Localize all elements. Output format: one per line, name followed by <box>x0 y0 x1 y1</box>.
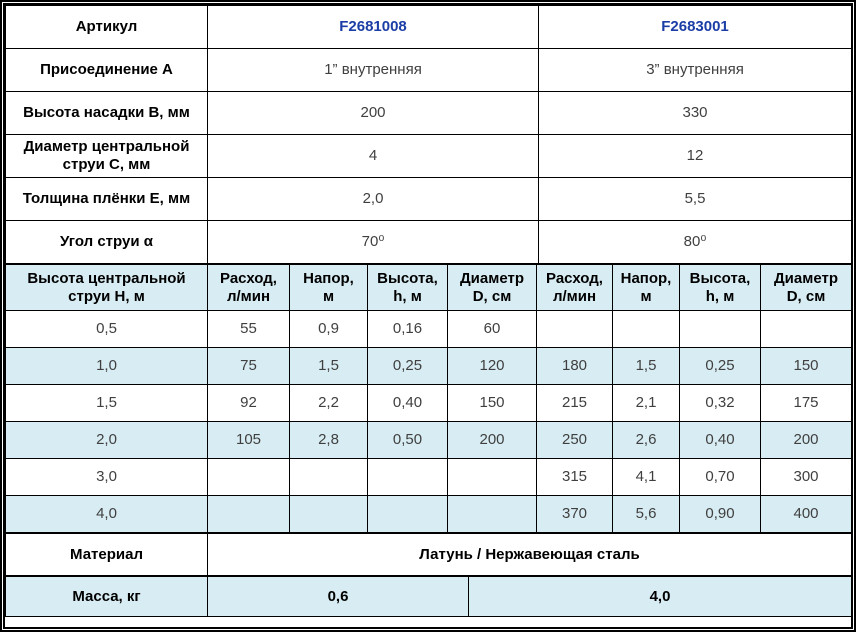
table-row <box>6 135 852 178</box>
perf-column-header-flow-right: Расход, л/мин <box>537 265 613 311</box>
perf-value-cell: 0,25 <box>368 348 448 385</box>
table-row <box>6 6 852 49</box>
perf-value-cell: 180 <box>537 348 613 385</box>
perf-value-cell <box>680 311 761 348</box>
perf-value-cell: 1,5 <box>290 348 368 385</box>
perf-value-cell <box>290 496 368 533</box>
spec-label-article: Артикул <box>6 6 208 49</box>
mass-value-right: 4,0 <box>469 577 852 617</box>
perf-value-cell: 0,40 <box>680 422 761 459</box>
article-number-right: F2683001 <box>539 6 852 49</box>
spec-value-cell: 3” внутренняя <box>539 49 852 92</box>
perf-value-cell: 2,1 <box>613 385 680 422</box>
spec-value-cell: 2,0 <box>208 178 539 221</box>
table-row <box>6 496 852 533</box>
table-row <box>6 459 852 496</box>
perf-column-header-height-left: Высота, h, м <box>368 265 448 311</box>
table-row <box>6 577 852 617</box>
perf-value-cell <box>368 459 448 496</box>
spec-value-cell: 4 <box>208 135 539 178</box>
table-row <box>6 49 852 92</box>
spec-label-connection: Присоединение А <box>6 49 208 92</box>
performance-header-row <box>6 265 852 311</box>
perf-value-cell <box>208 496 290 533</box>
performance-table <box>5 264 852 533</box>
spec-value-cell: 5,5 <box>539 178 852 221</box>
perf-value-cell: 120 <box>448 348 537 385</box>
perf-value-cell <box>761 311 852 348</box>
perf-value-cell: 0,16 <box>368 311 448 348</box>
perf-value-cell: 60 <box>448 311 537 348</box>
perf-value-cell: 5,6 <box>613 496 680 533</box>
perf-value-cell: 4,1 <box>613 459 680 496</box>
spec-label-nozzle-height: Высота насадки В, мм <box>6 92 208 135</box>
spec-value-cell: 70⁰ <box>208 221 539 264</box>
spec-label-jet-angle: Угол струи α <box>6 221 208 264</box>
table-row <box>6 178 852 221</box>
perf-value-cell: 0,9 <box>290 311 368 348</box>
table-row <box>6 311 852 348</box>
perf-value-cell: 2,6 <box>613 422 680 459</box>
material-label-cell: Материал <box>6 534 208 576</box>
table-row <box>6 534 852 576</box>
perf-value-cell: 370 <box>537 496 613 533</box>
perf-column-header-pressure-left: Напор, м <box>290 265 368 311</box>
spec-value-cell: 200 <box>208 92 539 135</box>
table-row <box>6 385 852 422</box>
material-value-cell: Латунь / Нержавеющая сталь <box>208 534 852 576</box>
perf-value-cell: 150 <box>761 348 852 385</box>
perf-value-cell: 315 <box>537 459 613 496</box>
table-row <box>6 422 852 459</box>
spec-value-cell: 1” внутренняя <box>208 49 539 92</box>
table-row <box>6 221 852 264</box>
mass-value-left: 0,6 <box>208 577 469 617</box>
spec-label-central-jet-diameter: Диаметр центральной струи С, мм <box>6 135 208 178</box>
material-table <box>5 533 852 576</box>
perf-value-cell: 2,2 <box>290 385 368 422</box>
perf-corner-header: Высота центральной струи Н, м <box>6 265 208 311</box>
perf-value-cell: 75 <box>208 348 290 385</box>
perf-value-cell: 200 <box>448 422 537 459</box>
perf-value-cell: 55 <box>208 311 290 348</box>
perf-h-cell: 4,0 <box>6 496 208 533</box>
perf-value-cell: 0,50 <box>368 422 448 459</box>
perf-value-cell: 300 <box>761 459 852 496</box>
perf-value-cell: 400 <box>761 496 852 533</box>
perf-column-header-diameter-right: Диаметр D, см <box>761 265 852 311</box>
perf-value-cell: 0,25 <box>680 348 761 385</box>
perf-value-cell <box>613 311 680 348</box>
perf-value-cell: 105 <box>208 422 290 459</box>
perf-value-cell: 200 <box>761 422 852 459</box>
table-row <box>6 92 852 135</box>
perf-value-cell: 215 <box>537 385 613 422</box>
perf-h-cell: 1,5 <box>6 385 208 422</box>
perf-value-cell <box>448 459 537 496</box>
perf-column-header-height-right: Высота, h, м <box>680 265 761 311</box>
specs-table <box>5 5 852 264</box>
perf-value-cell <box>368 496 448 533</box>
perf-column-header-pressure-right: Напор, м <box>613 265 680 311</box>
perf-value-cell: 150 <box>448 385 537 422</box>
article-number-left: F2681008 <box>208 6 539 49</box>
perf-value-cell: 0,90 <box>680 496 761 533</box>
mass-table <box>5 576 852 617</box>
spec-label-film-thickness: Толщина плёнки Е, мм <box>6 178 208 221</box>
perf-value-cell: 250 <box>537 422 613 459</box>
perf-h-cell: 3,0 <box>6 459 208 496</box>
perf-h-cell: 0,5 <box>6 311 208 348</box>
perf-value-cell <box>290 459 368 496</box>
perf-value-cell <box>448 496 537 533</box>
perf-column-header-flow-left: Расход, л/мин <box>208 265 290 311</box>
perf-value-cell <box>537 311 613 348</box>
spec-value-cell: 330 <box>539 92 852 135</box>
perf-value-cell: 92 <box>208 385 290 422</box>
perf-column-header-diameter-left: Диаметр D, см <box>448 265 537 311</box>
perf-value-cell: 0,32 <box>680 385 761 422</box>
mass-label-cell: Масса, кг <box>6 577 208 617</box>
table-row <box>6 348 852 385</box>
spec-value-cell: 80⁰ <box>539 221 852 264</box>
perf-value-cell: 175 <box>761 385 852 422</box>
spec-value-cell: 12 <box>539 135 852 178</box>
perf-h-cell: 2,0 <box>6 422 208 459</box>
perf-value-cell: 2,8 <box>290 422 368 459</box>
perf-value-cell: 0,40 <box>368 385 448 422</box>
perf-h-cell: 1,0 <box>6 348 208 385</box>
perf-value-cell: 0,70 <box>680 459 761 496</box>
perf-value-cell <box>208 459 290 496</box>
perf-value-cell: 1,5 <box>613 348 680 385</box>
